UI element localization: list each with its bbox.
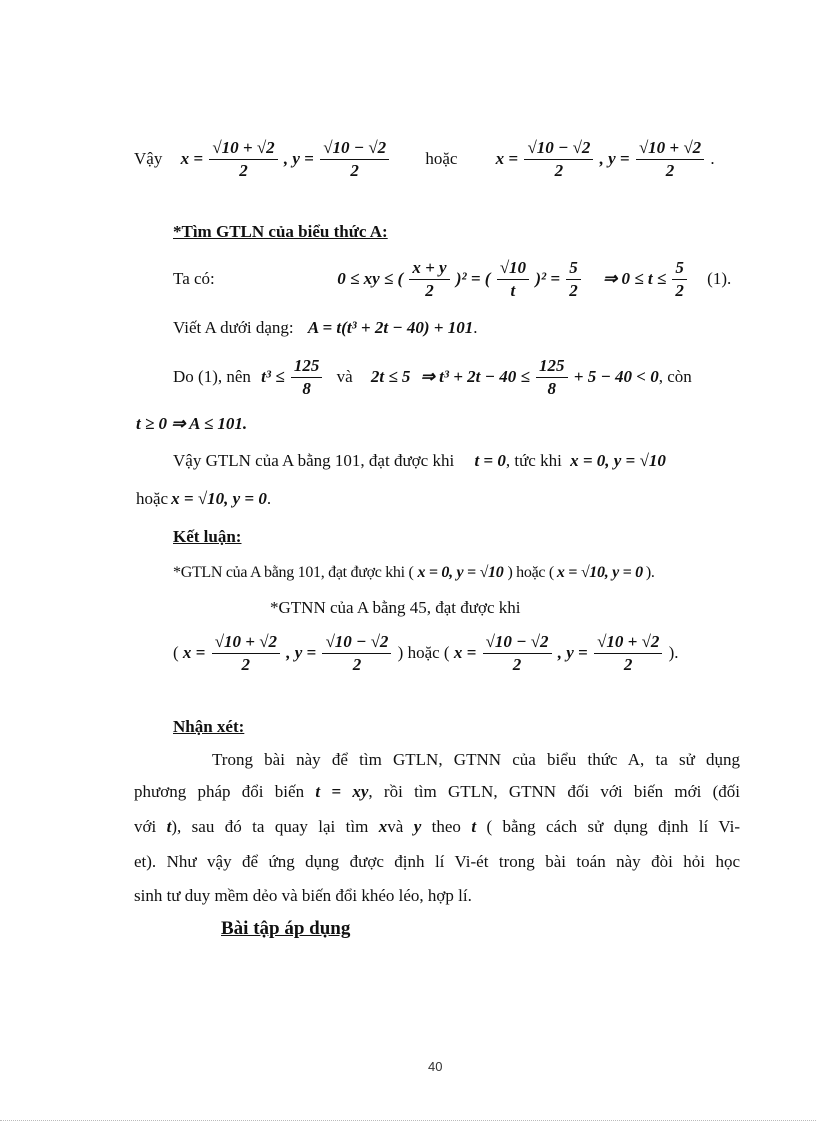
- hoac-label: hoặc: [425, 149, 458, 169]
- remark-line-1: Trong bài này để tìm GTLN, GTNN của biểu thức A, ta sử dụng: [212, 750, 740, 769]
- conclusion-heading: Kết luận:: [173, 527, 242, 546]
- fraction-y-b: $\frac{√10 + √2}{2}$: [636, 138, 704, 180]
- page-number: 40: [428, 1059, 443, 1074]
- fraction-125-8-b: $\frac{125}{8}$: [536, 356, 568, 398]
- ta-co-line: Ta có: 0 ≤ xy ≤ ( $\frac{x + y}{2}$ )² = ( $\frac{√10}{t}$ )² = $\frac{5}{2}$ ⇒ 0 ≤ t ≤ $\frac{5}{2}$ (1).: [173, 258, 732, 300]
- gtln-conclusion-line: *GTLN của A bằng 101, đạt được khi ( x = 0, y = √10 ) hoặc ( x = √10, y = 0 ).: [173, 564, 655, 581]
- gtln-heading: *Tìm GTLN của biểu thức A:: [173, 222, 388, 241]
- remark-line-4: et). Như vậy để ứng dụng được định lí Vi-ét trong bài toán này đòi hỏi học: [134, 852, 740, 871]
- gtnn-fraction-x-b: $\frac{√10 - √2}{2}$: [483, 632, 552, 674]
- fraction-y-a: $\frac{√10 - √2}{2}$: [320, 138, 389, 180]
- ta-co-label: Ta có:: [173, 269, 215, 289]
- solution-line: Vậy x = $\frac{√10 + √2}{2}$ , y = $\frac{√10 - √2}{2}$ hoặc x = $\frac{√10 - √2}{2}$ , y = $\frac{√10 + √2}{2}$ .: [134, 138, 715, 180]
- gtnn-fraction-y-a: $\frac{√10 - √2}{2}$: [322, 632, 391, 674]
- fraction-x-a: $\frac{√10 + √2}{2}$: [209, 138, 277, 180]
- viet-line: Viết A dưới dạng: A = t(t³ + 2t − 40) + 101.: [173, 318, 478, 337]
- gtnn-fraction-x-a: $\frac{√10 + √2}{2}$: [212, 632, 280, 674]
- fraction-x-plus-y: $\frac{x + y}{2}$: [409, 258, 449, 300]
- fraction-5-2: $\frac{5}{2}$: [566, 258, 581, 300]
- vay-max-line: Vậy GTLN của A bằng 101, đạt được khi t = 0, tức khi x = 0, y = √10: [173, 451, 666, 470]
- viet-label: Viết A dưới dạng:: [173, 318, 294, 337]
- remark-line-5: sinh tư duy mềm dẻo và biến đổi khéo léo, hợp lí.: [134, 886, 472, 905]
- hoac-max-line: hoặc x = √10, y = 0.: [136, 489, 272, 508]
- remark-line-3: với t), sau đó ta quay lại tìm xvà y theo t ( bằng cách sử dụng định lí Vi-: [134, 817, 740, 836]
- gtnn-fraction-y-b: $\frac{√10 + √2}{2}$: [594, 632, 662, 674]
- do1-line: Do (1), nên t³ ≤ $\frac{125}{8}$ và 2t ≤ 5 ⇒ t³ + 2t − 40 ≤ $\frac{125}{8}$ + 5 − 40 < 0, còn: [173, 356, 692, 398]
- remark-heading: Nhận xét:: [173, 717, 245, 736]
- footer-divider: [0, 1120, 816, 1121]
- fraction-x-b: $\frac{√10 - √2}{2}$: [524, 138, 593, 180]
- fraction-5-2-b: $\frac{5}{2}$: [672, 258, 687, 300]
- exercise-heading: Bài tập áp dụng: [221, 918, 351, 939]
- gtnn-conclusion-line: *GTNN của A bằng 45, đạt được khi: [270, 598, 521, 617]
- vay-label: Vậy: [134, 149, 163, 169]
- remark-line-2: phương pháp đổi biến t = xy, rồi tìm GTLN, GTNN đối với biến mới (đối: [134, 782, 740, 801]
- gtnn-solution-line: ( x = $\frac{√10 + √2}{2}$ , y = $\frac{√10 - √2}{2}$ ) hoặc ( x = $\frac{√10 - √2}{2}$ , y = $\frac{√10 + √2}{2}$ ).: [173, 632, 679, 674]
- fraction-125-8: $\frac{125}{8}$: [291, 356, 323, 398]
- t-ge-line: t ≥ 0 ⇒ A ≤ 101.: [136, 414, 248, 433]
- viet-expression: A = t(t³ + 2t − 40) + 101: [307, 318, 474, 337]
- fraction-sqrt10-t: $\frac{√10}{t}$: [497, 258, 529, 300]
